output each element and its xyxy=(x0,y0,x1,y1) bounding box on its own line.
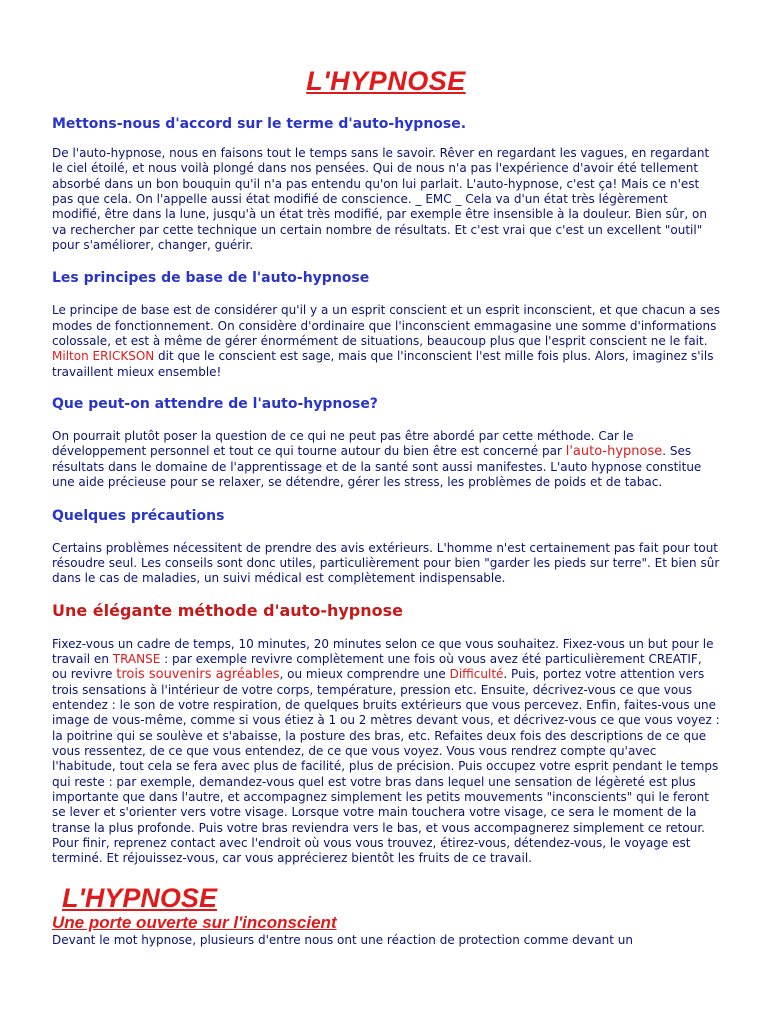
section-heading-principles: Les principes de base de l'auto-hypnose xyxy=(52,270,370,287)
section-heading-precautions: Quelques précautions xyxy=(52,507,225,524)
highlight-trois-souvenirs: trois souvenirs agréables xyxy=(116,667,280,683)
section-text-principles xyxy=(52,303,720,380)
section-text-method xyxy=(52,637,720,867)
highlight-difficulte: Difficulté xyxy=(449,667,504,682)
second-article-subtitle: Une porte ouverte sur l'inconscient xyxy=(52,912,337,932)
second-article-title: L'HYPNOSE xyxy=(62,882,217,913)
page-title: L'HYPNOSE xyxy=(306,66,466,96)
highlight-transe: TRANSE xyxy=(112,651,161,666)
principles-text-a: Le principe de base est de considérer qu'il y a un esprit conscient et un esprit inconscient, et que chacun a ses modes de fonctionnement. On considère d'ordinaire que l'inconscient emmagasine une somme d'informations colossale, et est à même de gérer énormément de situations, beaucoup plus que l'esprit conscient ne le fait. xyxy=(52,303,720,349)
section-text-definition: De l'auto-hypnose, nous en faisons tout le temps sans le savoir. Rêver en regardant les vagues, en regardant le ciel étoilé, et nous voilà plongé dans nos pensées. Qui de nous n'a pas l'expérience d'avoir été tellement absorbé dans un bon bouquin qu'il n'a pas entendu qu'on lui parlait. L'auto-hypnose, c'est ça! Mais ce n'est pas que cela. On l'appelle aussi état modifié de conscience. _ EMC _ Cela va d'un état très légèrement modifié, être dans la lune, jusqu'à un état très modifié, par exemple être insensible à la douleur. Bien sûr, on va rechercher par cette technique un certain nombre de résultats. Et c'est vrai que c'est un excellent "outil" pour s'améliorer, changer, guérir. xyxy=(52,146,710,253)
principles-text-b: dit que le conscient est sage, mais que l'inconscient l'est mille fois plus. Alors, imaginez s'ils travaillent mieux ensemble! xyxy=(52,349,714,379)
section-heading-expectations: Que peut-on attendre de l'auto-hypnose? xyxy=(52,396,378,413)
second-article-first-line: Devant le mot hypnose, plusieurs d'entre nous ont une réaction de protection comme devant un xyxy=(52,932,633,947)
expectations-text-b: . Ses résultats dans le domaine de l'apprentissage et de la santé sont aussi manifestes. L'auto hypnose constitue une aide précieuse pour se relaxer, se détendre, gérer les stress, les problèmes de poids et de tabac. xyxy=(52,444,702,490)
highlight-milton-erickson: Milton ERICKSON xyxy=(52,349,155,364)
document-page xyxy=(52,0,720,948)
expectations-text-a: On pourrait plutôt poser la question de ce qui ne peut pas être abordé par cette méthode. Car le développement personnel et tout ce qui tourne autour du bien être est concerné par xyxy=(52,429,634,459)
section-heading-definition: Mettons-nous d'accord sur le terme d'auto-hypnose. xyxy=(52,116,467,132)
section-text-expectations xyxy=(52,429,720,490)
section-heading-method: Une élégante méthode d'auto-hypnose xyxy=(52,600,403,620)
highlight-auto-hypnose: l'auto-hypnose xyxy=(565,444,663,460)
section-text-precautions: Certains problèmes nécessitent de prendre des avis extérieurs. L'homme n'est certainement pas fait pour tout résoudre seul. Les conseils sont donc utiles, particulièrement pour bien "garder les pieds sur terre". Et bien sûr dans le cas de maladies, un suivi médical est complètement indispensable. xyxy=(52,540,720,586)
method-text-a: Fixez-vous un cadre de temps, 10 minutes, 20 minutes selon ce que vous souhaitez. Fixez-vous un but pour le travail en xyxy=(52,636,714,666)
method-text-d: . Puis, portez votre attention vers trois sensations à l'intérieur de votre corps, température, pression etc. Ensuite, décrivez-vous ce que vous entendez : le son de votre respiration, de quelques bruits extérieurs que vous percevez. Enfin, faites-vous une image de vous-même, comme si vous étiez à 1 ou 2 mètres devant vous, et décrivez-vous ce que vous voyez : la poitrine qui se soulève et s'abaisse, la posture des bras, etc. Refaites deux fois des descriptions de ce que vous ressentez, de ce que vous entendez, de ce que vous voyez. Vous vous rendrez compte qu'avec l'habitude, tout cela se fera avec plus de facilité, plus de précision. Puis occupez votre esprit pendant le temps qui reste : par exemple, demandez-vous quel est votre bras dans lequel une sensation de légèreté est plus importante que dans l'autre, et accompagnez simplement les petits mouvements "inconscients" qui le feront se lever et s'orienter vers votre visage. Lorsque votre main touchera votre visage, ce sera le moment de la transe la plus profonde. Puis votre bras reviendra vers le bas, et vous accompagnerez simplement ce retour. Pour finir, reprenez contact avec l'endroit où vous vous trouvez, étirez-vous, détendez-vous, le voyage est terminé. Et réjouissez-vous, car vous apprécierez bientôt les fruits de ce travail. xyxy=(52,667,720,866)
method-text-c: , ou mieux comprendre une xyxy=(279,667,450,682)
method-text-b: : par exemple revivre complètement une fois où vous avez été particulièrement CREATIF, ou revivre xyxy=(52,651,702,682)
